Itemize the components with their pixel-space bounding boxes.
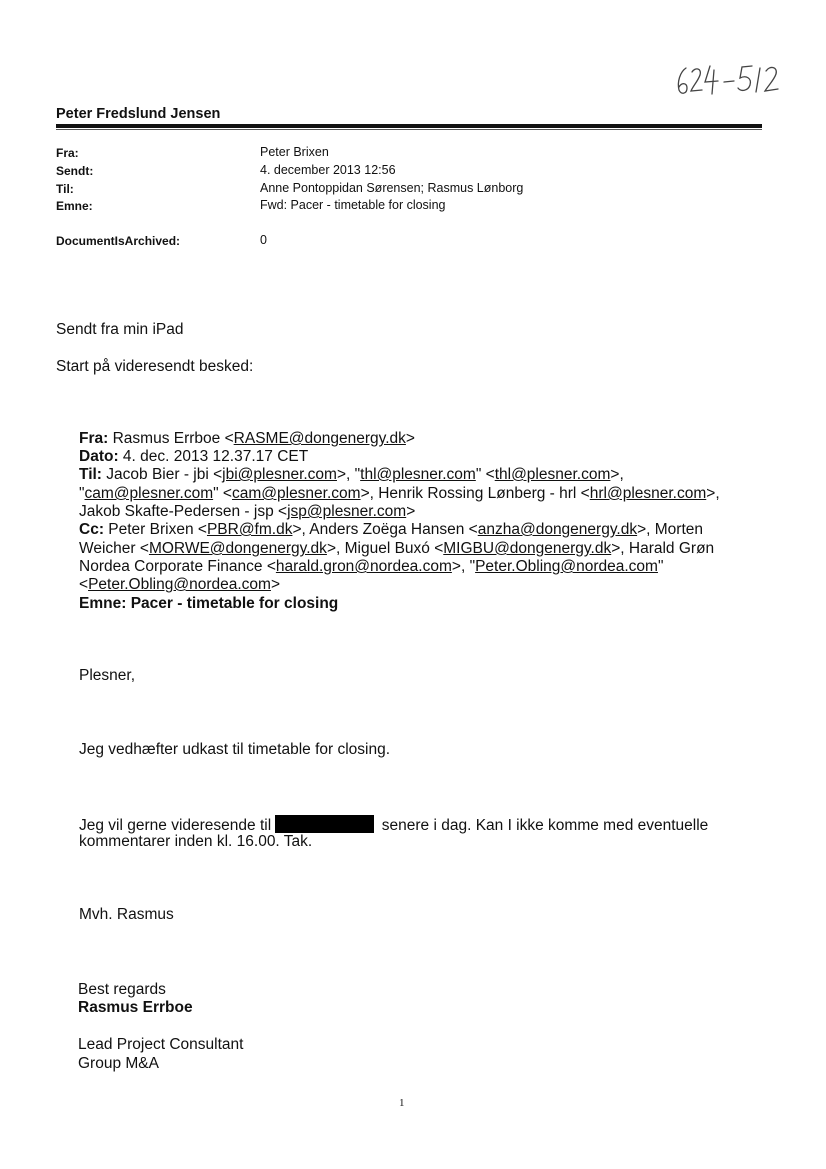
- handwritten-reference-number: [672, 58, 790, 100]
- fwd-cc-line-1: [79, 521, 703, 539]
- fwd-text: ": [79, 485, 85, 502]
- sent-from-ipad: Sendt fra min iPad: [56, 321, 184, 338]
- fwd-text: >, Harald Grøn: [611, 540, 715, 557]
- fwd-from-line: [79, 430, 415, 448]
- email-link[interactable]: RASME@dongenergy.dk: [233, 430, 406, 447]
- closing: Mvh. Rasmus: [79, 906, 174, 923]
- email-link[interactable]: PBR@fm.dk: [206, 521, 293, 538]
- fwd-text: >, ": [451, 558, 476, 575]
- fwd-to-label: Til:: [79, 466, 102, 483]
- fwd-text: >,: [706, 485, 720, 502]
- fwd-to-line-2: [79, 485, 720, 503]
- email-link[interactable]: Peter.Obling@nordea.com: [475, 558, 658, 575]
- email-link[interactable]: thl@plesner.com: [494, 466, 611, 483]
- header-to-value: Anne Pontoppidan Sørensen; Rasmus Lønborg: [260, 181, 524, 195]
- signature-name: Rasmus Errboe: [78, 999, 193, 1016]
- email-link[interactable]: Peter.Obling@nordea.com: [88, 576, 271, 593]
- email-link[interactable]: anzha@dongenergy.dk: [477, 521, 638, 538]
- fwd-cc-label: Cc:: [79, 521, 104, 538]
- email-link[interactable]: thl@plesner.com: [360, 466, 476, 483]
- header-sent-label: Sendt:: [56, 164, 94, 178]
- header-archived-value: 0: [260, 233, 267, 247]
- email-link[interactable]: cam@plesner.com: [84, 485, 214, 502]
- email-link[interactable]: jbi@plesner.com: [222, 466, 337, 483]
- fwd-text: Jacob Bier - jbi <: [106, 466, 223, 483]
- fwd-text: >, Henrik Rossing Lønberg - hrl <: [360, 485, 590, 502]
- fwd-text: " <: [213, 485, 232, 502]
- regards: Best regards: [78, 981, 166, 998]
- fwd-to-line-1: [79, 466, 624, 484]
- fwd-text: Nordea Corporate Finance <: [79, 558, 276, 575]
- fwd-from-label: Fra:: [79, 430, 109, 447]
- fwd-text: >,: [610, 466, 624, 483]
- fwd-to-line-3: [79, 503, 415, 521]
- header-subject-value: Fwd: Pacer - timetable for closing: [260, 198, 446, 212]
- fwd-text: >: [406, 503, 416, 520]
- signature-department: Group M&A: [78, 1055, 159, 1072]
- email-link[interactable]: cam@plesner.com: [231, 485, 361, 502]
- page-number: 1: [399, 1097, 405, 1109]
- email-link[interactable]: MORWE@dongenergy.dk: [148, 540, 327, 557]
- fwd-text: >, Miguel Buxó <: [326, 540, 444, 557]
- signature-title: Lead Project Consultant: [78, 1036, 244, 1053]
- fwd-cc-line-2: [79, 540, 714, 558]
- paragraph-forward-line-2: kommentarer inden kl. 16.00. Tak.: [79, 833, 313, 850]
- fwd-text: Weicher <: [79, 540, 149, 557]
- fwd-text: Peter Brixen <: [108, 521, 207, 538]
- fwd-text: >: [270, 576, 281, 593]
- fwd-date-label: Dato:: [79, 448, 119, 465]
- fwd-text: <: [79, 576, 89, 593]
- header-sent-value: 4. december 2013 12:56: [260, 163, 396, 177]
- mailbox-owner-name: Peter Fredslund Jensen: [56, 106, 221, 122]
- fwd-subject-value: Pacer - timetable for closing: [130, 595, 339, 612]
- email-link[interactable]: harald.gron@nordea.com: [275, 558, 452, 575]
- fwd-text: >: [405, 430, 415, 447]
- email-link[interactable]: jsp@plesner.com: [287, 503, 407, 520]
- fwd-text: >, Anders Zoëga Hansen <: [292, 521, 478, 538]
- fwd-subject-label: Emne:: [79, 595, 127, 612]
- fwd-subject-line: [79, 595, 338, 613]
- email-link[interactable]: hrl@plesner.com: [589, 485, 707, 502]
- header-divider-thick: [56, 124, 762, 128]
- header-divider-thin: [56, 129, 762, 130]
- fwd-text: Jakob Skafte-Pedersen - jsp <: [79, 503, 288, 520]
- fwd-text: >, Morten: [637, 521, 704, 538]
- paragraph-forward-before: Jeg vil gerne videresende til: [79, 817, 272, 834]
- redaction-box: [275, 815, 374, 833]
- email-link[interactable]: MIGBU@dongenergy.dk: [443, 540, 612, 557]
- paragraph-forward-line-1: [79, 815, 708, 835]
- header-from-label: Fra:: [56, 146, 79, 160]
- fwd-text: " <: [475, 466, 495, 483]
- paragraph-attachment: Jeg vedhæfter udkast til timetable for closing.: [79, 741, 391, 758]
- header-archived-label: DocumentIsArchived:: [56, 234, 181, 248]
- greeting: Plesner,: [79, 667, 136, 684]
- header-subject-label: Emne:: [56, 199, 93, 213]
- fwd-date-line: [79, 448, 308, 466]
- header-from-value: Peter Brixen: [260, 145, 329, 159]
- fwd-text: ": [657, 558, 664, 575]
- fwd-cc-line-3: [79, 558, 663, 576]
- fwd-from-name: Rasmus Errboe <: [112, 430, 234, 447]
- fwd-cc-line-4: [79, 576, 280, 594]
- fwd-text: >, ": [336, 466, 361, 483]
- forward-start: Start på videresendt besked:: [56, 358, 254, 375]
- header-to-label: Til:: [56, 182, 74, 196]
- fwd-date-value: 4. dec. 2013 12.37.17 CET: [122, 448, 309, 465]
- paragraph-forward-after: senere i dag. Kan I ikke komme med eventuelle: [381, 817, 709, 834]
